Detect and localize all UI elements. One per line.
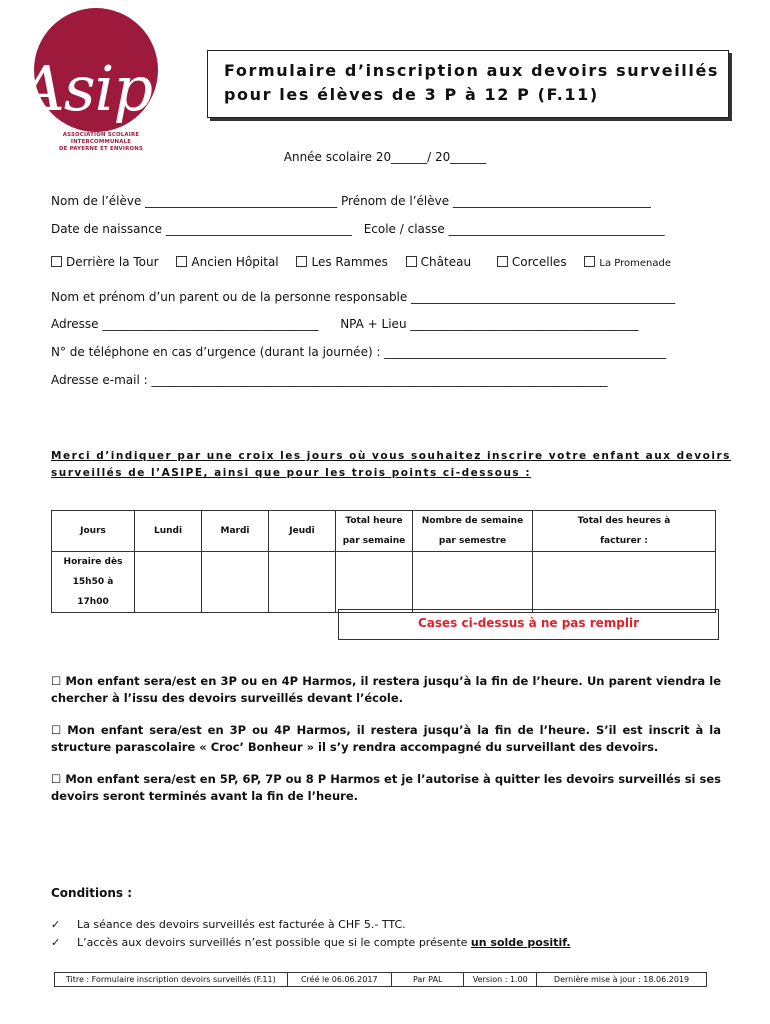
header-lundi: Lundi	[135, 511, 202, 552]
checkbox-icon	[51, 256, 62, 267]
title-box	[207, 50, 729, 118]
row-name	[51, 194, 721, 208]
option-5p-8p-leave[interactable]: ☐ Mon enfant sera/est en 5P, 6P, 7P ou 8 P Harmos et je l’autorise à quitter les devoirs surveillés si ses devoirs seront terminés avant la fin de l’heure.	[51, 772, 721, 803]
school-year-field[interactable]: Année scolaire 20______/ 20______	[283, 150, 487, 164]
header-total-heure: Total heure par semaine	[336, 511, 413, 552]
check-icon: ✓	[51, 936, 61, 949]
cell-mardi[interactable]	[202, 552, 269, 613]
footer-title: Titre : Formulaire inscription devoirs surveillés (F.11)	[55, 973, 288, 986]
student-firstname-field[interactable]: Prénom de l’élève _________________________________	[341, 194, 651, 208]
condition-emphasis: un solde positif.	[470, 936, 571, 949]
title-line-1: Formulaire d’inscription aux devoirs surveillés	[224, 61, 720, 80]
instruction-text: Merci d’indiquer par une croix les jours où vous souhaitez inscrire votre enfant aux devoirs surveillés de l’ASIPE, ainsi que pour les trois points ci-dessous :	[51, 450, 731, 479]
checkbox-la-promenade[interactable]: La Promenade	[584, 256, 671, 269]
parent-field[interactable]: Nom et prénom d’un parent ou de la personne responsable ____________________________________________	[51, 290, 676, 304]
checkbox-chateau[interactable]: Château	[406, 255, 471, 269]
student-lastname-field[interactable]: Nom de l’élève ________________________________	[51, 194, 338, 208]
check-icon: ✓	[51, 918, 61, 931]
phone-field[interactable]: N° de téléphone en cas d’urgence (durant la journée) : _______________________________________________	[51, 345, 667, 359]
option-3p-4p-croc-bonheur[interactable]: ☐ Mon enfant sera/est en 3P ou 4P Harmos, il restera jusqu’à la fin de l’heure. S’il est inscrit à la structure parascolaire « Croc’ Bonheur » il s’y rendra accompagné du surveillant des devoirs.	[51, 723, 721, 754]
condition-item: ✓ L’accès aux devoirs surveillés n’est possible que si le compte présente un solde positif.	[51, 936, 571, 949]
address-field[interactable]: Adresse ____________________________________	[51, 317, 319, 331]
checkbox-icon	[176, 256, 187, 267]
cell-nombre-semaine	[413, 552, 533, 613]
footer-version: Version : 1.00	[464, 973, 537, 986]
checkbox-ancien-hopital[interactable]: Ancien Hôpital	[176, 255, 278, 269]
page-title	[224, 59, 724, 107]
checkbox-icon	[497, 256, 508, 267]
cell-jeudi[interactable]	[269, 552, 336, 613]
condition-item: ✓ La séance des devoirs surveillés est facturée à CHF 5.- TTC.	[51, 918, 406, 931]
checkbox-les-rammes[interactable]: Les Rammes	[296, 255, 387, 269]
checkbox-corcelles[interactable]: Corcelles	[497, 255, 567, 269]
checkbox-icon	[406, 256, 417, 267]
title-line-2: pour les élèves de 3 P à 12 P (F.11)	[224, 85, 599, 104]
no-fill-note: Cases ci-dessus à ne pas remplir	[338, 609, 719, 640]
checkbox-derriere-la-tour[interactable]: Derrière la Tour	[51, 255, 159, 269]
email-field[interactable]: Adresse e-mail : ____________________________________________________________________________	[51, 373, 608, 387]
header-nombre-semaine: Nombre de semaine par semestre	[413, 511, 533, 552]
logo-tagline-1: ASSOCIATION SCOLAIRE INTERCOMMUNALE	[62, 132, 140, 145]
asipe-logo	[14, 8, 188, 152]
footer-updated: Dernière mise à jour : 18.06.2019	[553, 975, 690, 984]
logo-wordmark: Asipe	[20, 52, 188, 125]
cell-lundi[interactable]	[135, 552, 202, 613]
document-footer	[54, 972, 707, 987]
horaire-cell: Horaire dès 15h50 à 17h00	[52, 552, 135, 613]
school-class-field[interactable]: Ecole / classe ____________________________________	[363, 222, 665, 236]
school-checkboxes	[51, 255, 731, 269]
birthdate-field[interactable]: Date de naissance _______________________________	[51, 222, 352, 236]
footer-author: Par PAL	[392, 973, 465, 986]
schedule-table	[51, 510, 716, 613]
logo-tagline-2: DE PAYERNE ET ENVIRONS	[58, 146, 144, 152]
header-jeudi: Jeudi	[269, 511, 336, 552]
npa-field[interactable]: NPA + Lieu ______________________________________	[340, 317, 639, 331]
cell-total-heures	[533, 552, 716, 613]
header-jours: Jours	[52, 511, 135, 552]
conditions-title: Conditions :	[51, 886, 133, 900]
checkbox-icon	[296, 256, 307, 267]
option-3p-4p-parent[interactable]: ☐ Mon enfant sera/est en 3P ou en 4P Harmos, il restera jusqu’à la fin de l’heure. Un parent viendra le chercher à l’issu des devoirs surveillés devant l’école.	[51, 674, 721, 705]
header-mardi: Mardi	[202, 511, 269, 552]
checkbox-icon	[584, 256, 595, 267]
cell-total-heure	[336, 552, 413, 613]
header-total-heures: Total des heures à facturer :	[533, 511, 716, 552]
footer-created: Créé le 06.06.2017	[288, 973, 392, 986]
row-birth	[51, 222, 721, 236]
row-address	[51, 317, 721, 331]
